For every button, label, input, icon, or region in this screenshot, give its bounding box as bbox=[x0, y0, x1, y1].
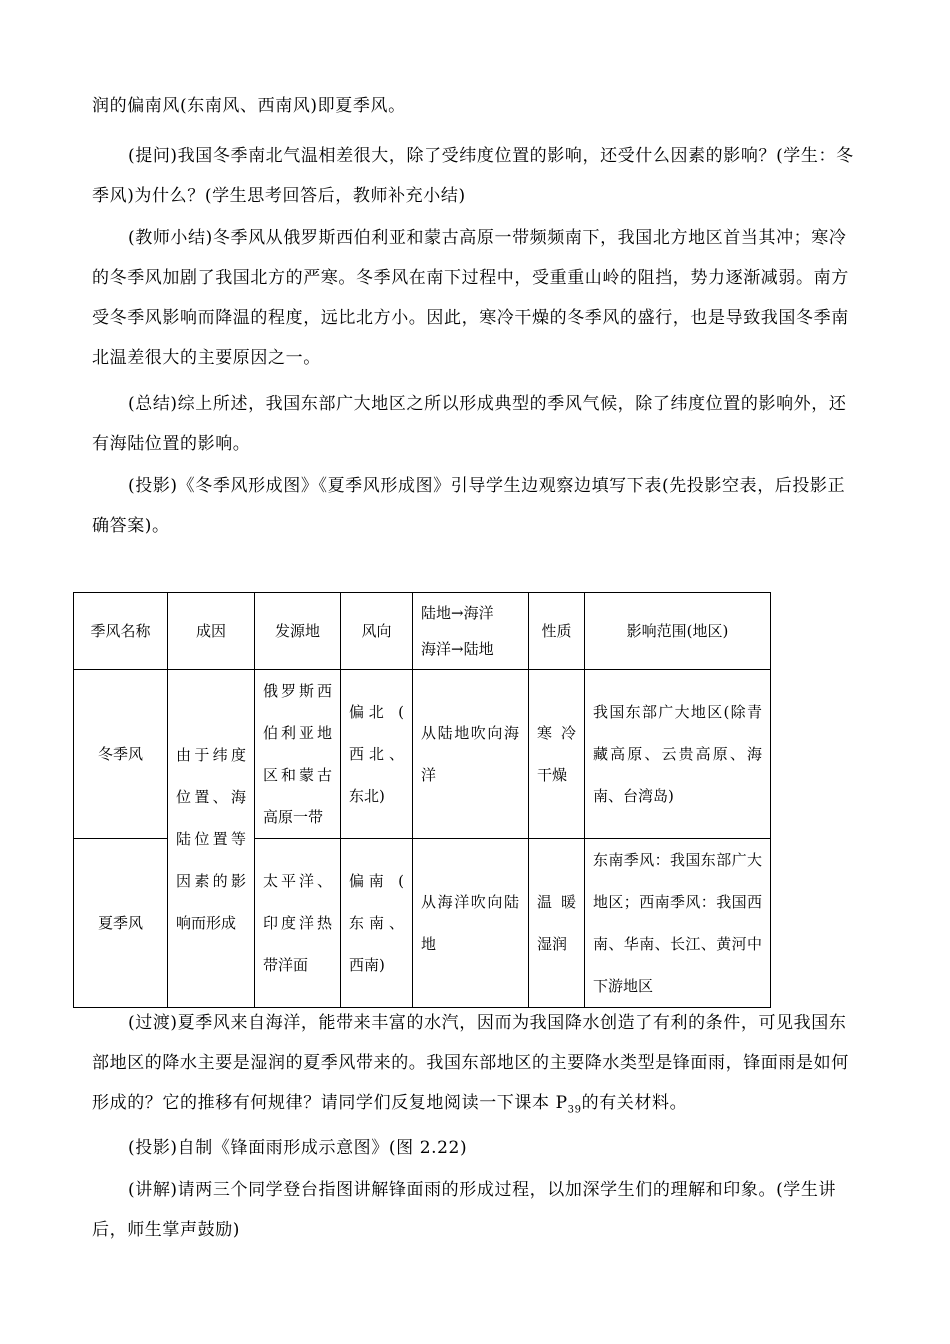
summer-nature: 温暖湿润 bbox=[529, 839, 585, 1008]
winter-nature: 寒冷干燥 bbox=[529, 670, 585, 839]
winter-source: 俄罗斯西伯利亚地区和蒙古高原一带 bbox=[255, 670, 341, 839]
summer-path: 从海洋吹向陆地 bbox=[413, 839, 529, 1008]
winter-direction: 偏北 ( 西北、东北) bbox=[341, 670, 413, 839]
header-path-sea-to-land: 海洋→陆地 bbox=[421, 640, 494, 658]
paragraph-projection: (投影)《冬季风形成图》《夏季风形成图》引导学生边观察边填写下表(先投影空表，后投影正确答案)。 bbox=[92, 476, 846, 536]
paragraph-summer-wind-end: 润的偏南风(东南风、西南风)即夏季风。 bbox=[92, 96, 406, 116]
header-direction: 风向 bbox=[341, 593, 413, 670]
header-cause: 成因 bbox=[168, 593, 255, 670]
winter-path: 从陆地吹向海洋 bbox=[413, 670, 529, 839]
header-nature: 性质 bbox=[529, 593, 585, 670]
shared-cause: 由于纬度位置、海陆位置等因素的影响而形成 bbox=[168, 670, 255, 1008]
summer-name: 夏季风 bbox=[74, 839, 168, 1008]
page-ref-subscript: 39 bbox=[567, 1104, 582, 1116]
paragraph-question: (提问)我国冬季南北气温相差很大，除了受纬度位置的影响，还受什么因素的影响？(学生：冬季风)为什么？(学生思考回答后，教师补充小结) bbox=[92, 146, 854, 206]
monsoon-table bbox=[73, 592, 771, 1008]
winter-name: 冬季风 bbox=[74, 670, 168, 839]
header-source: 发源地 bbox=[255, 593, 341, 670]
paragraph-conclusion: (总结)综上所述，我国东部广大地区之所以形成典型的季风气候，除了纬度位置的影响外，还有海陆位置的影响。 bbox=[92, 394, 847, 454]
table-row-winter bbox=[74, 670, 771, 839]
paragraph-teacher-summary: (教师小结)冬季风从俄罗斯西伯利亚和蒙古高原一带频频南下，我国北方地区首当其冲；寒冷的冬季风加剧了我国北方的严寒。冬季风在南下过程中，受重重山岭的阻挡，势力逐渐减弱。南方受冬季风影响而降温的程度，远比北方小。因此，寒冷干燥的冬季风的盛行，也是导致我国冬季南北温差很大的主要原因之一。 bbox=[92, 228, 849, 368]
transition-tail: 的有关材料。 bbox=[581, 1093, 688, 1113]
paragraph-projection-figure: (投影)自制《锋面雨形成示意图》(图 2.22) bbox=[128, 1138, 468, 1158]
summer-source: 太平洋、印度洋热带洋面 bbox=[255, 839, 341, 1008]
header-monsoon-name: 季风名称 bbox=[74, 593, 168, 670]
summer-range: 东南季风：我国东部广大地区；西南季风：我国西南、华南、长江、黄河中下游地区 bbox=[585, 839, 771, 1008]
header-path-land-to-sea: 陆地→海洋 bbox=[421, 604, 494, 622]
table-header-row bbox=[74, 593, 771, 670]
winter-range: 我国东部广大地区(除青藏高原、云贵高原、海南、台湾岛) bbox=[585, 670, 771, 839]
summer-direction: 偏南 ( 东南、西南) bbox=[341, 839, 413, 1008]
paragraph-explanation: (讲解)请两三个同学登台指图讲解锋面雨的形成过程，以加深学生们的理解和印象。(学生讲后，师生掌声鼓励) bbox=[92, 1180, 837, 1240]
transition-text: (过渡)夏季风来自海洋，能带来丰富的水汽，因而为我国降水创造了有利的条件，可见我国东部地区的降水主要是湿润的夏季风带来的。我国东部地区的主要降水类型是锋面雨，锋面雨是如何形成的？它的推移有何规律？请同学们反复地阅读一下课本 P bbox=[92, 1013, 849, 1113]
header-range: 影响范围(地区) bbox=[585, 593, 771, 670]
header-path bbox=[413, 593, 529, 670]
paragraph-transition bbox=[92, 1003, 862, 1123]
